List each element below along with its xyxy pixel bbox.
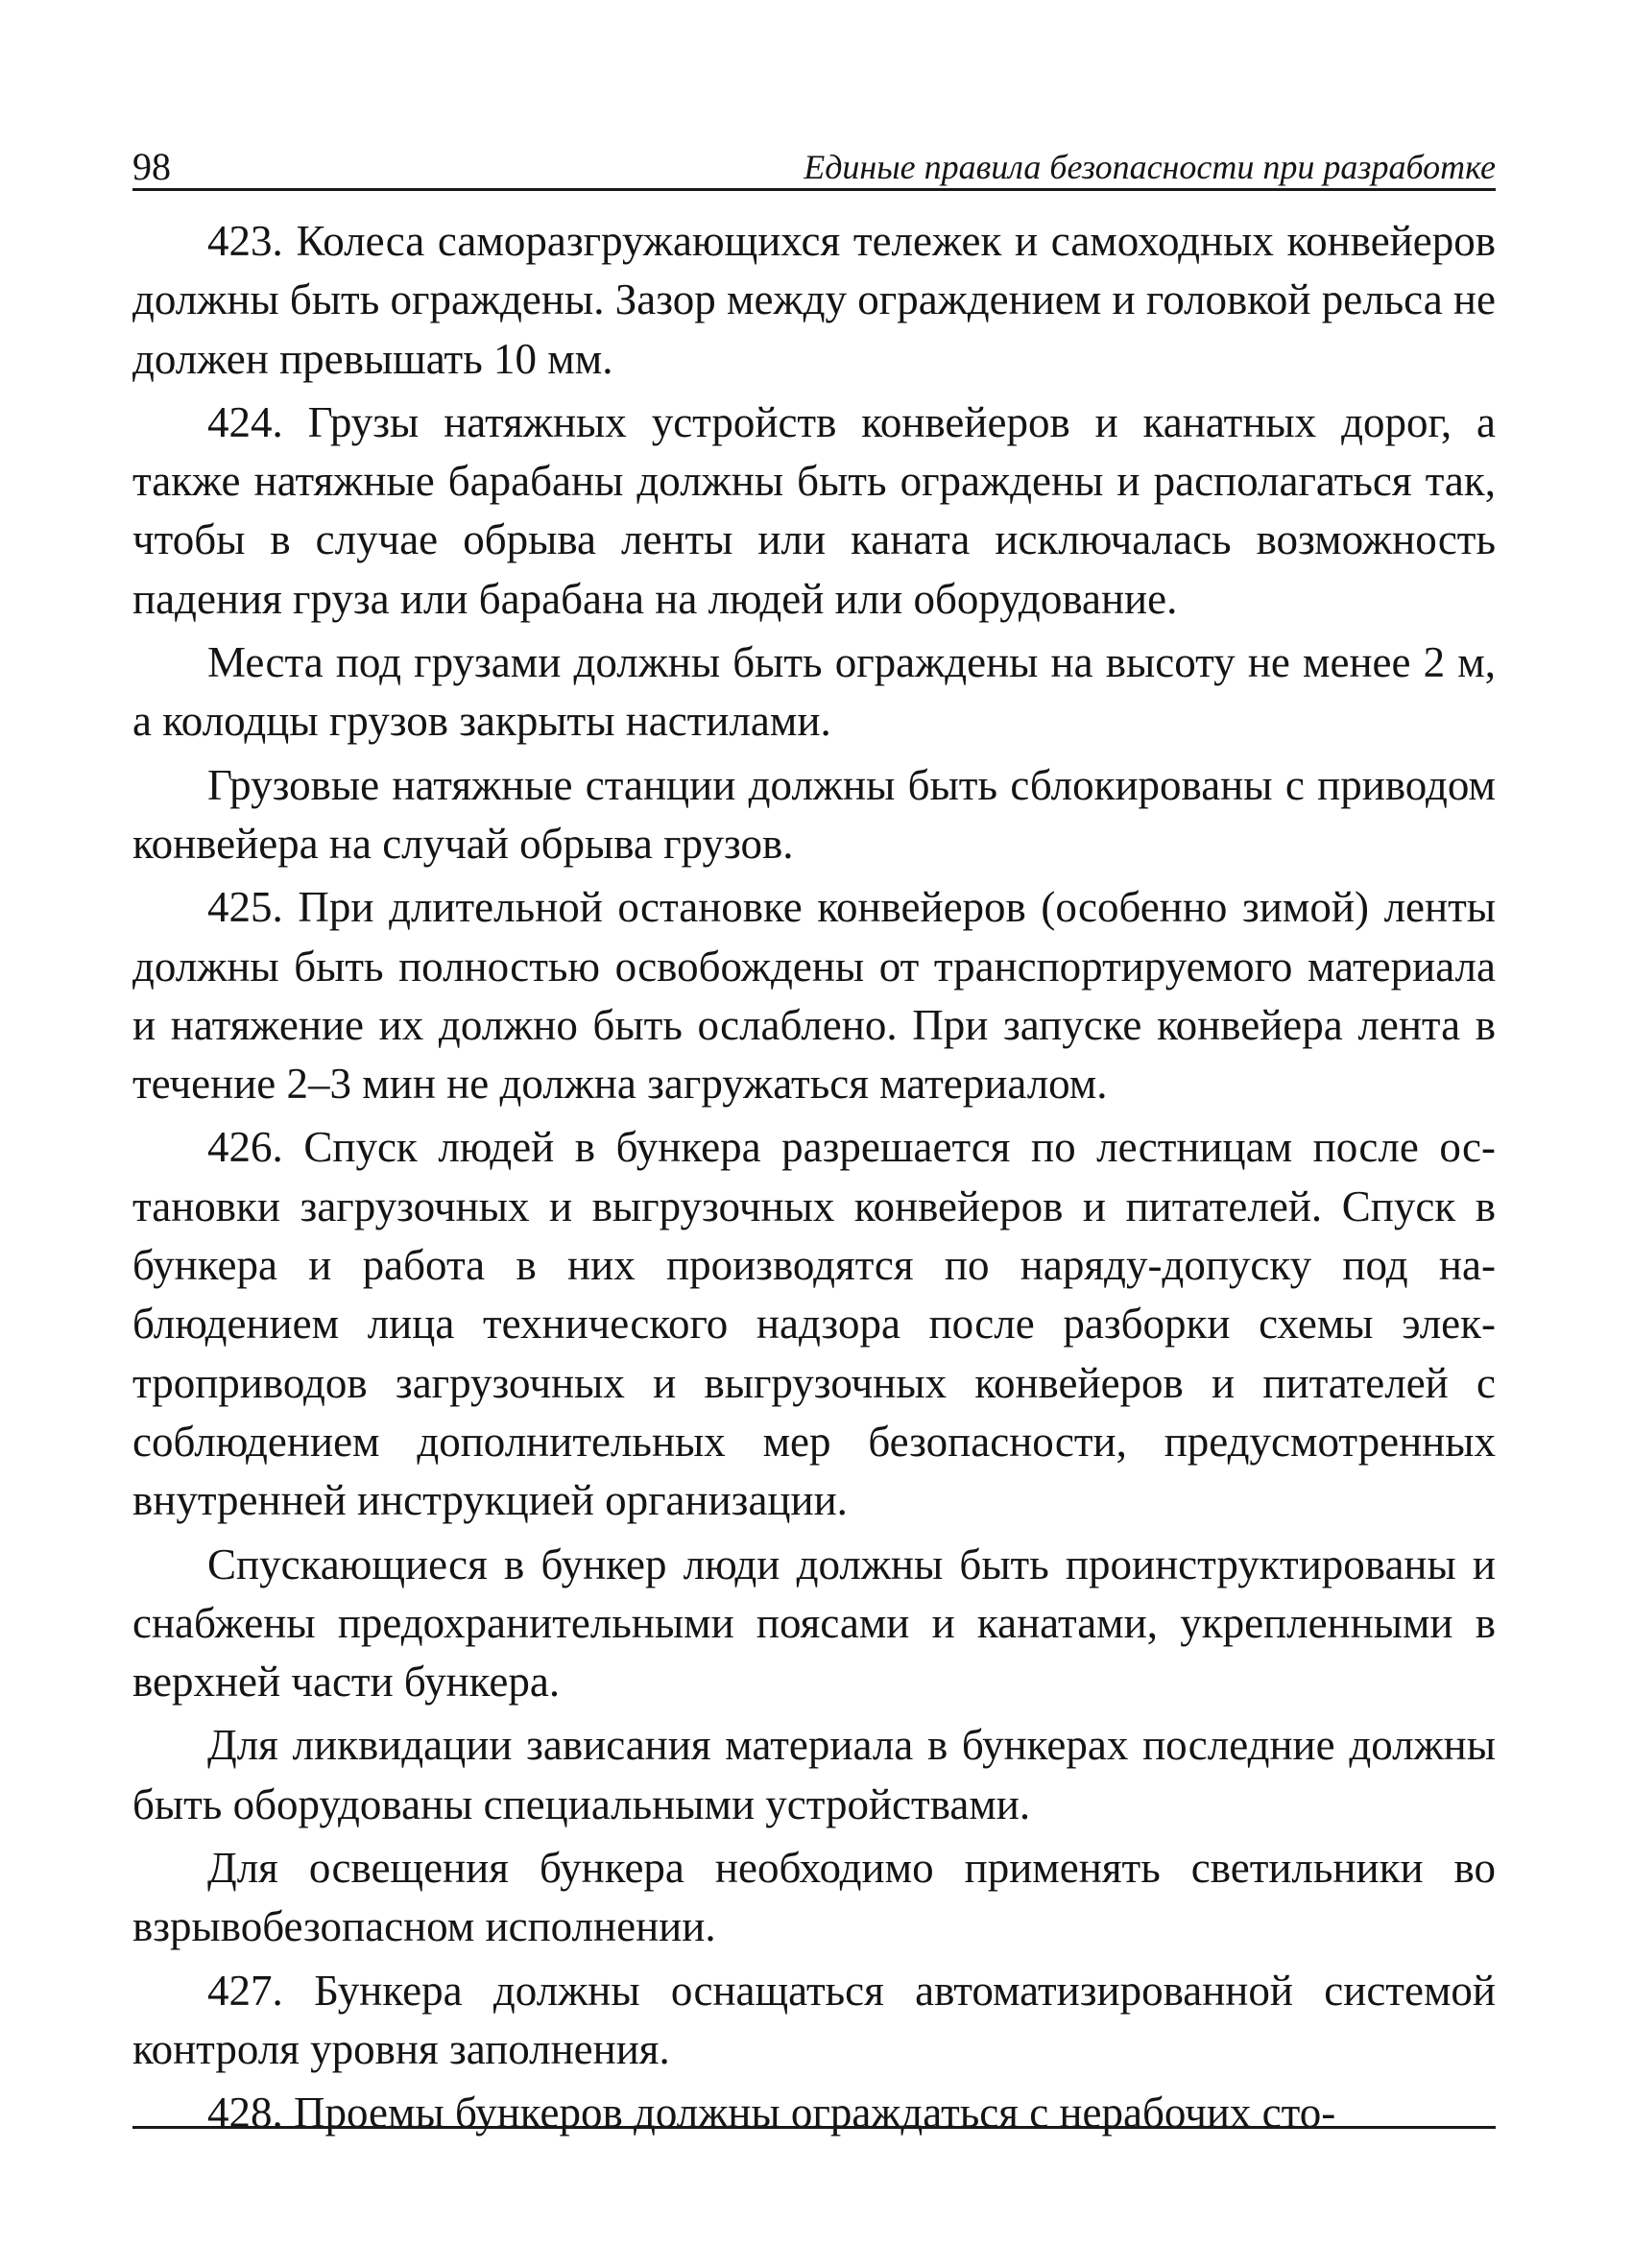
paragraph-426-hang-up: Для ликвидации зависания материала в бункерах последние должны быть оборудованы специальными устройствами. bbox=[132, 1721, 1496, 1828]
paragraph-424-tension-stations: Грузовые натяжные станции должны быть сблокированы с приводом конвейера на случай обрыва грузов. bbox=[132, 760, 1496, 868]
paragraph-424-weights-area: Места под грузами должны быть ограждены на высоту не менее 2 м, а колодцы грузов закрыты настилами. bbox=[132, 638, 1496, 746]
page-body bbox=[132, 212, 1496, 2143]
paragraph-426-instructed-people: Спускающиеся в бункер люди должны быть проинструктированы и снабжены предохранительными поясами и канатами, укрепленными в верхней части бункера. bbox=[132, 1540, 1496, 1707]
paragraph-424: 424. Грузы натяжных устройств конвейеров и канатных дорог, а также натяжные барабаны должны быть ограждены и располагаться так, чтобы в случае обрыва ленты или каната исключалась возможность падения груза или барабана на людей или оборудование. bbox=[132, 397, 1496, 623]
document-page bbox=[132, 134, 1496, 2143]
paragraph-426-lighting: Для освещения бункера необходимо применять светильники во взрывобезопасном исполнении. bbox=[132, 1844, 1496, 1951]
paragraph-428: 428. Проемы бункеров должны ограждаться с нерабочих сто- bbox=[207, 2089, 1336, 2137]
page-header bbox=[132, 134, 1496, 191]
paragraph-423: 423. Колеса саморазгружающихся тележек и самоходных конвейеров должны быть ограждены. Зазор между ограждением и головкой рельса не должен превышать 10 мм. bbox=[132, 217, 1496, 383]
running-title: Единые правила безопасности при разработке bbox=[804, 148, 1496, 186]
page-number: 98 bbox=[132, 145, 171, 188]
paragraph-425: 425. При длительной остановке конвейеров (особенно зимой) ленты должны быть полностью освобождены от транспортируемого материала и натяжение их должно быть ослаблено. При запуске конвейера лента в течение 2–3 мин не должна загружаться материалом. bbox=[132, 883, 1496, 1109]
paragraph-427: 427. Бункера должны оснащаться автоматизированной системой контроля уровня заполнения. bbox=[132, 1966, 1496, 2073]
footer-divider bbox=[132, 2126, 1496, 2129]
paragraph-426: 426. Спуск людей в бункера разрешается по лестницам после остановки загрузочных и выгрузочных конвейеров и питателей. Спуск в бункера и работа в них производятся по наряду-допуску под наблюдением лица технического надзора после разборки схемы электроприводов загрузочных и выгрузочных конвейеров и питателей с соблюдением дополнительных мер безопасности, предусмотренных внутренней инструкцией организации. bbox=[132, 1123, 1496, 1525]
